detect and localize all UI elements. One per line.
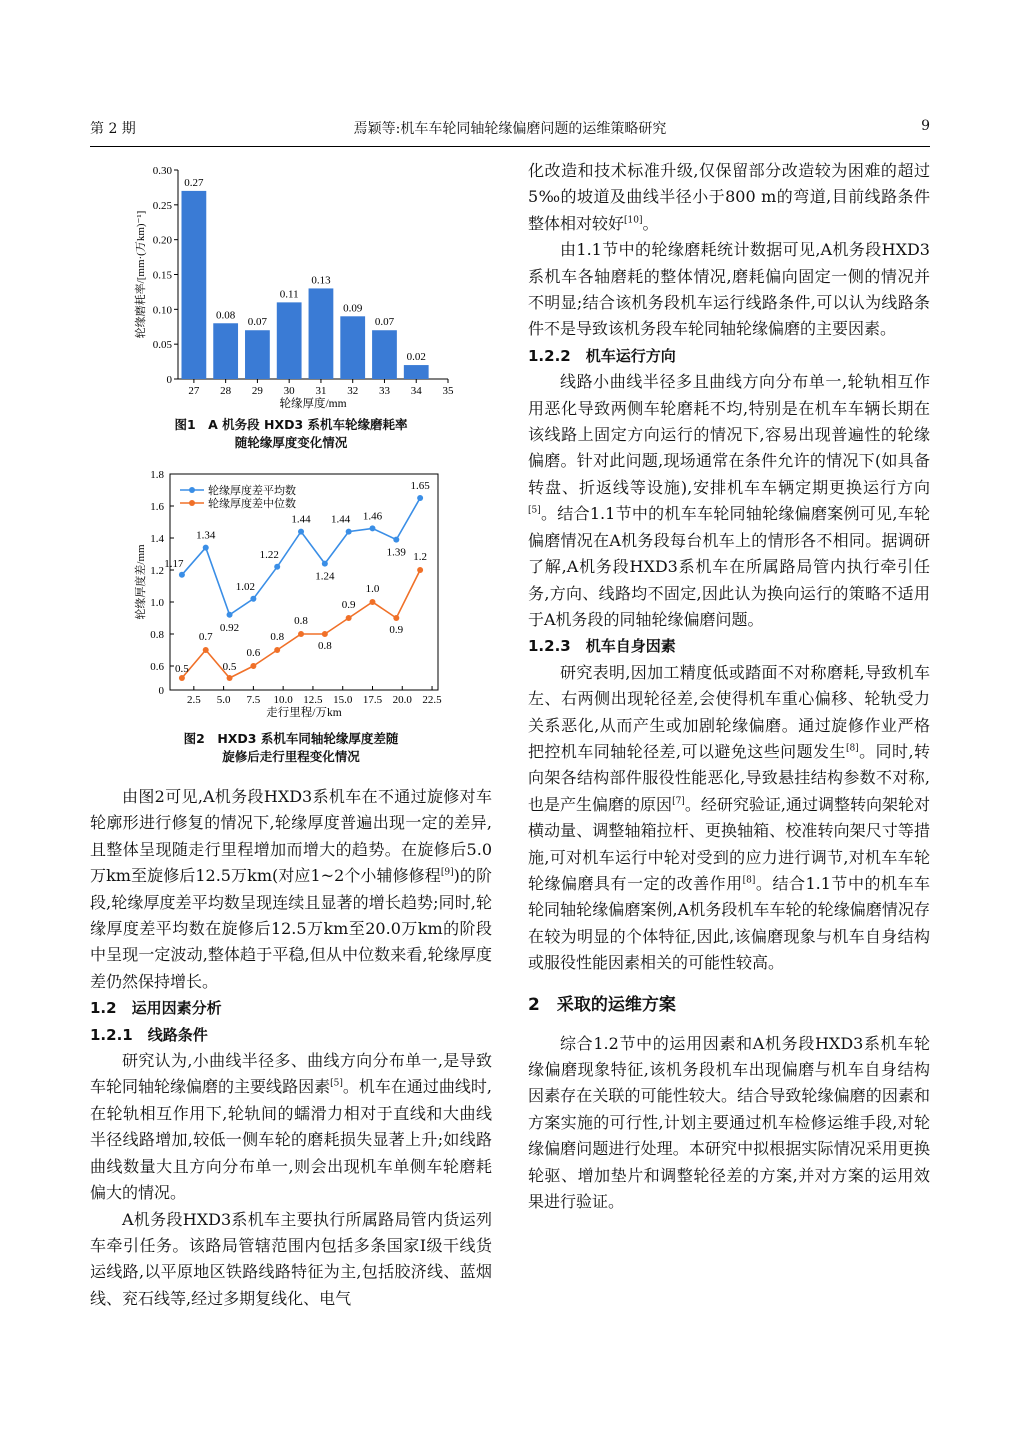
x-axis-label: 轮缘厚度/mm (279, 398, 347, 410)
figure2-caption (90, 730, 492, 766)
figure2-caption-line1: 图2 HXD3 系机车同轴轮缘厚度差随 (183, 731, 399, 746)
paragraph (528, 660, 930, 977)
point-value-label: 1.02 (235, 580, 256, 593)
series-point (322, 631, 328, 637)
x-tick-label: 20.0 (392, 694, 412, 706)
issue-number: 第 2 期 (90, 121, 136, 137)
y-axis-label: 轮缘磨耗率/[mm·(万km)⁻¹] (135, 210, 147, 339)
legend-marker (189, 500, 195, 506)
bar (340, 316, 365, 379)
series-point (346, 615, 352, 621)
figure1-caption (90, 416, 492, 452)
y-tick-label: 0 (166, 374, 172, 386)
y-tick-label: 1.2 (150, 565, 164, 577)
point-value-label: 1.39 (386, 546, 406, 559)
citation: [5] (330, 1079, 343, 1090)
series-point (250, 596, 256, 602)
paragraph (90, 784, 492, 995)
series-point (274, 647, 280, 653)
figure2-line-chart (130, 462, 460, 724)
x-tick-label: 29 (251, 385, 263, 397)
x-tick-label: 7.5 (246, 694, 261, 706)
point-value-label: 1.46 (362, 510, 383, 523)
point-value-label: 0.7 (198, 631, 213, 643)
y-tick-label: 1.4 (150, 533, 164, 545)
series-point (369, 525, 375, 531)
point-value-label: 1.65 (410, 480, 430, 492)
x-tick-label: 2.5 (186, 694, 201, 706)
bar-value-label: 0.07 (247, 316, 268, 329)
legend-label: 轮缘厚度差平均数 (208, 485, 296, 497)
section-heading-2: 2 采取的运维方案 (528, 994, 676, 1015)
bar (245, 330, 270, 379)
y-tick-label: 0 (158, 685, 164, 697)
citation: [10] (624, 215, 643, 226)
text: 。结合1.1节中的机车车轮同轴轮缘偏磨案例可见,车轮偏磨情况在A机务段每台机车上的情形各不相同。据调研了解,A机务段HXD3系机车在所属路局管内执行牵引任务,方向、线路均不固定,因此认为换向运行的策略不适用于A机务段的同轴轮缘偏磨问题。 (528, 504, 930, 629)
header-rule (90, 146, 930, 147)
x-tick-label: 5.0 (216, 694, 231, 706)
point-value-label: 1.44 (331, 513, 351, 526)
x-tick-label: 27 (188, 385, 200, 397)
series-point (369, 599, 375, 605)
point-value-label: 0.8 (270, 631, 285, 643)
bar-value-label: 0.07 (374, 316, 395, 329)
paragraph: A机务段HXD3系机车主要执行所属路局管内货运列车牵引任务。该路局管辖范围内包括多条国家Ⅰ级干线货运线路,以平原地区铁路线路特征为主,包括胶济线、蓝烟线、兖石线等,经过多期复线化、电气 (90, 1209, 492, 1308)
text: 研究认为,小曲线半径多、曲线方向分布单一,是导致车轮同轴轮缘偏磨的主要线路因素 (90, 1051, 492, 1097)
y-tick-label: 0.20 (152, 234, 172, 247)
series-point (179, 675, 185, 681)
series-point (203, 647, 209, 653)
x-tick-label: 17.5 (362, 694, 383, 706)
citation: [7] (672, 796, 685, 807)
point-value-label: 0.5 (175, 663, 189, 675)
paragraph (528, 369, 930, 633)
x-tick-label: 22.5 (422, 694, 442, 706)
point-value-label: 1.0 (365, 583, 380, 595)
y-tick-label: 1.6 (150, 501, 164, 513)
series-point (417, 495, 423, 501)
x-tick-label: 32 (347, 385, 359, 397)
y-tick-label: 0.30 (152, 165, 172, 177)
bar (213, 323, 238, 379)
citation: [8] (845, 743, 859, 754)
text: 。 (642, 213, 659, 233)
left-column (90, 784, 492, 1312)
bar-value-label: 0.08 (216, 309, 236, 322)
x-tick-label: 34 (410, 385, 422, 397)
series-point (393, 615, 399, 621)
point-value-label: 1.24 (315, 570, 335, 583)
text: 研究表明,因加工精度低或踏面不对称磨耗,导致机车左、右两侧出现轮径差,会使得机车重心偏移、轮轨受力关系恶化,从而产生或加剧轮缘偏磨。通过旋修作业严格把控机车同轴轮径差,可以避免这些问题发生 (528, 662, 930, 761)
citation: [5] (528, 505, 541, 516)
text: 。机车在通过曲线时,在轮轨相互作用下,轮轨间的蠕滑力相对于直线和大曲线半径线路增加,较低一侧车轮的磨耗损失显著上升;如线路曲线数量大且方向分布单一,则会出现机车单侧车轮磨耗偏大的情况。 (90, 1077, 492, 1203)
paragraph: 综合1.2节中的运用因素和A机务段HXD3系机车轮缘偏磨现象特征,该机务段机车出现偏磨与机车自身结构因素存在关联的可能性较大。结合导致轮缘偏磨的因素和方案实施的可行性,计划主要通过机车检修运维手段,对轮缘偏磨问题进行处理。本研究中拟根据实际情况采用更换轮驱、增加垫片和调整轮径差的方案,并对方案的运用效果进行验证。 (528, 1033, 930, 1212)
paragraph (90, 1048, 492, 1206)
bar-value-label: 0.09 (343, 302, 363, 315)
point-value-label: 1.34 (196, 529, 216, 542)
point-value-label: 0.6 (246, 647, 261, 659)
x-tick-label: 31 (315, 385, 327, 397)
text: 由图2可见,A机务段HXD3系机车在不通过旋修对车轮廓形进行修复的情况下,轮缘厚度普遍出现一定的差异,且整体呈现随走行里程增加而增大的趋势。在旋修后5.0万km至旋修后12.5万km(对应1~2个小辅修修程 (90, 787, 492, 886)
text: 。经研究验证,通过调整转向架轮对横动量、调整轴箱拉杆、更换轴箱、校准转向架尺寸等措施,可对机车运行中轮对受到的应力进行调节,对机车车轮轮缘偏磨具有一定的改善作用 (528, 794, 930, 893)
x-tick-label: 28 (220, 385, 232, 397)
figure1-caption-line1: 图1 A 机务段 HXD3 系机车轮缘磨耗率 (174, 417, 408, 432)
text: 化改造和技术标准升级,仅保留部分改造较为困难的超过5‰的坡道及曲线半径小于800 m的弯道,目前线路条件整体相对较好 (528, 161, 930, 233)
series-point (274, 564, 280, 570)
text: )的阶段,轮缘厚度差平均数呈现连续且显著的增长趋势;同时,轮缘厚度差平均数在旋修后12.5万km至20.0万km的阶段中呈现一定波动,整体趋于平稳,但从中位数来看,轮缘厚度差仍然保持增长。 (90, 866, 492, 991)
section-heading-1-2-3: 1.2.3 机车自身因素 (528, 637, 676, 656)
y-tick-label: 1.8 (150, 469, 164, 481)
text: 。结合1.1节中的机车车轮同轴轮缘偏磨案例,A机务段机车车轮的轮缘偏磨情况存在较为明显的个体特征,因此,该偏磨现象与机车自身结构或服役性能因素相关的可能性较高。 (528, 873, 930, 973)
page-number: 9 (921, 118, 930, 134)
legend-label: 轮缘厚度差中位数 (208, 498, 296, 510)
bar-value-label: 0.13 (311, 274, 331, 287)
x-tick-label: 30 (283, 385, 295, 397)
series-point (417, 567, 423, 573)
citation: [8] (742, 875, 756, 886)
page-header (90, 118, 930, 142)
bar (277, 302, 302, 379)
y-tick-label: 1.0 (150, 597, 164, 609)
bar-value-label: 0.11 (279, 288, 299, 301)
y-axis-label: 轮缘厚度差/mm (135, 544, 147, 620)
x-tick-label: 15.0 (333, 694, 353, 706)
series-point (179, 572, 185, 578)
bar-value-label: 0.27 (184, 176, 204, 189)
point-value-label: 1.17 (164, 557, 184, 570)
point-value-label: 1.44 (291, 513, 311, 526)
series-point (227, 612, 233, 618)
bar (181, 191, 206, 379)
series-point (393, 537, 399, 543)
section-heading-1-2-1: 1.2.1 线路条件 (90, 1025, 208, 1044)
y-tick-label: 0.15 (152, 269, 172, 282)
section-heading-1-2: 1.2 运用因素分析 (90, 999, 222, 1018)
running-title: 焉颖等:机车车轮同轴轮缘偏磨问题的运维策略研究 (353, 121, 667, 137)
bar-value-label: 0.02 (406, 351, 426, 364)
figure1-bar-chart (130, 160, 470, 410)
citation: [9] (440, 867, 454, 878)
series-point (298, 529, 304, 535)
text: 。同时,转向架各结构部件服役性能恶化,导致悬挂结构参数不对称,也是产生偏磨的原因 (528, 741, 930, 814)
y-tick-label: 0.25 (152, 199, 172, 212)
point-value-label: 0.9 (389, 624, 404, 636)
point-value-label: 0.92 (219, 621, 240, 634)
point-value-label: 0.5 (222, 661, 237, 673)
series-point (250, 663, 256, 669)
bar (309, 288, 334, 379)
x-tick-label: 10.0 (273, 694, 293, 706)
point-value-label: 0.8 (294, 615, 308, 627)
y-tick-label: 0.6 (150, 661, 164, 673)
section-heading-1-2-2: 1.2.2 机车运行方向 (528, 346, 676, 365)
series-point (346, 529, 352, 535)
x-tick-label: 33 (378, 385, 390, 397)
bar (372, 330, 397, 379)
series-point (227, 675, 233, 681)
point-value-label: 0.8 (317, 640, 332, 652)
x-tick-label: 12.5 (303, 694, 323, 706)
bar (404, 365, 429, 379)
point-value-label: 0.9 (341, 599, 356, 611)
x-axis-label: 走行里程/万km (266, 707, 342, 719)
paragraph: 由1.1节中的轮缘磨耗统计数据可见,A机务段HXD3系机车各轴磨耗的整体情况,磨耗偏向固定一侧的情况并不明显;结合该机务段机车运行线路条件,可以认为线路条件不是导致该机务段车轮同轴轮缘偏磨的主要因素。 (528, 240, 930, 339)
right-column (528, 158, 930, 1215)
series-point (298, 631, 304, 637)
y-tick-label: 0.05 (152, 339, 172, 352)
legend-marker (189, 487, 195, 493)
point-value-label: 1.2 (413, 551, 428, 563)
y-tick-label: 0.8 (150, 629, 164, 641)
figure2-caption-line2: 旋修后走行里程变化情况 (222, 749, 360, 764)
x-tick-label: 35 (442, 385, 454, 397)
figure1-caption-line2: 随轮缘厚度变化情况 (234, 435, 348, 450)
point-value-label: 1.22 (259, 548, 279, 561)
series-point (203, 545, 209, 551)
paragraph (528, 158, 930, 237)
text: 线路小曲线半径多且曲线方向分布单一,轮轨相互作用恶化导致两侧车轮磨耗不均,特别是在机车车辆长期在该线路上固定方向运行的情况下,容易出现普遍性的轮缘偏磨。针对此问题,现场通常在条件允许的情况下(如具备转盘、折返线等设施),安排机车车辆定期更换运行方向 (528, 372, 930, 497)
y-tick-label: 0.10 (152, 304, 172, 317)
series-point (322, 561, 328, 567)
